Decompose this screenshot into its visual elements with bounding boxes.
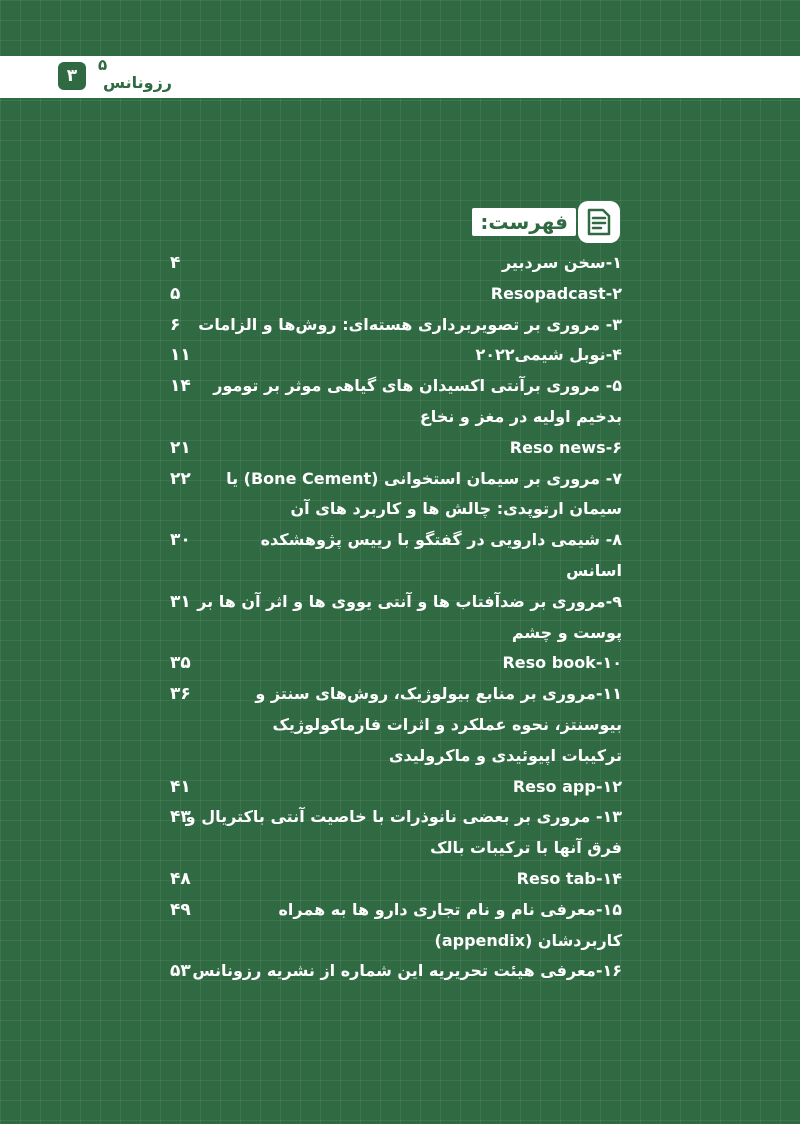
toc-entry[interactable]	[170, 679, 622, 710]
toc-entry[interactable]	[170, 802, 622, 833]
toc-entry-page-number: ۳۶	[170, 684, 191, 705]
toc-entry-continuation[interactable]	[170, 618, 622, 649]
toc-entry-title: بدخیم اولیه در مغز و نخاع	[419, 406, 622, 426]
toc-entry-title: فرق آنها با ترکیبات بالک	[430, 838, 622, 858]
toc-entry[interactable]	[170, 248, 622, 279]
toc-entry[interactable]	[170, 464, 622, 495]
toc-entry[interactable]	[170, 525, 622, 556]
toc-entry-title: بیوسنتز، نحوه عملکرد و اثرات فارماکولوژیک	[272, 714, 622, 734]
toc-entry-title: ۹-مروری بر ضدآفتاب ها و آنتی یووی ها و اثر آن ها بر	[197, 591, 622, 611]
toc-entry-title: ۴-نوبل شیمی۲۰۲۲	[475, 345, 622, 365]
issue-number: ۵	[98, 56, 108, 74]
toc-entry-title: ۷- مروری بر سیمان استخوانی (Bone Cement) یا	[226, 468, 622, 488]
toc-entry-continuation[interactable]	[170, 710, 622, 741]
logo-text: رزونانس	[102, 73, 172, 92]
toc-entry-continuation[interactable]	[170, 402, 622, 433]
toc-title: فهرست:	[472, 208, 576, 236]
toc-entry[interactable]	[170, 895, 622, 926]
toc-entry-title: Reso book-۱۰	[502, 653, 622, 673]
toc-entry-page-number: ۲۲	[170, 468, 191, 489]
toc-entry-title: ۳- مروری بر تصویربرداری هسته‌ای: روش‌ها و الزامات	[198, 314, 622, 334]
toc-entry-title: Reso news-۶	[509, 437, 622, 457]
toc-entry-title: ۱۵-معرفی نام و نام تجاری دارو ها به همراه	[278, 899, 622, 919]
toc-entry[interactable]	[170, 864, 622, 895]
magazine-logo	[92, 58, 172, 96]
toc-entry[interactable]	[170, 772, 622, 803]
toc-entry-continuation[interactable]	[170, 926, 622, 957]
toc-entry[interactable]	[170, 340, 622, 371]
toc-entry-page-number: ۴۸	[170, 868, 191, 889]
toc-entry-title: ۱۱-مروری بر منابع بیولوژیک، روش‌های سنتز و	[255, 684, 622, 704]
toc-entry[interactable]	[170, 310, 622, 341]
toc-entry-title: اسانس	[566, 560, 622, 580]
toc-entry-title: سیمان ارتوپدی: چالش ها و کاربرد های آن	[290, 499, 622, 519]
table-of-contents	[170, 248, 622, 987]
toc-entry-page-number: ۵۳	[170, 961, 191, 982]
toc-entry-continuation[interactable]	[170, 556, 622, 587]
toc-entry-title: Reso tab-۱۴	[516, 868, 622, 888]
toc-entry-page-number: ۳۵	[170, 653, 191, 674]
toc-entry-title: کاربردشان (appendix)	[434, 930, 622, 950]
toc-entry-title: Reso app-۱۲	[512, 776, 622, 796]
toc-entry[interactable]	[170, 956, 622, 987]
toc-entry[interactable]	[170, 279, 622, 310]
toc-entry-title: Resopadcast-۲	[490, 283, 622, 303]
toc-entry-title: ۸- شیمی دارویی در گفتگو با رییس پژوهشکده	[260, 530, 622, 550]
toc-entry-page-number: ۴۹	[170, 899, 191, 920]
toc-entry[interactable]	[170, 648, 622, 679]
toc-entry-continuation[interactable]	[170, 494, 622, 525]
toc-entry[interactable]	[170, 433, 622, 464]
toc-entry-continuation[interactable]	[170, 741, 622, 772]
toc-entry-title: ۵- مروری برآنتی اکسیدان های گیاهی موثر بر تومور	[213, 376, 622, 396]
toc-entry-title: پوست و چشم	[511, 622, 622, 642]
toc-entry-continuation[interactable]	[170, 833, 622, 864]
toc-entry-page-number: ۶	[170, 314, 181, 335]
toc-entry-page-number: ۱۴	[170, 376, 191, 397]
toc-entry-page-number: ۳۰	[170, 530, 191, 551]
toc-entry-page-number: ۴۳	[170, 807, 191, 828]
toc-entry-page-number: ۱۱	[170, 345, 191, 366]
toc-entry-title: ۱-سخن سردبیر	[501, 253, 622, 272]
page-number: ۳	[58, 62, 86, 90]
toc-heading	[472, 200, 620, 244]
toc-entry[interactable]	[170, 587, 622, 618]
document-list-icon	[578, 201, 620, 243]
toc-entry-title: ۱۶-معرفی هیئت تحریریه این شماره از نشریه رزونانس	[192, 961, 622, 981]
toc-entry-page-number: ۳۱	[170, 591, 191, 612]
toc-entry-page-number: ۴۱	[170, 776, 191, 797]
toc-entry-page-number: ۲۱	[170, 437, 191, 458]
toc-entry-page-number: ۵	[170, 283, 181, 304]
toc-entry[interactable]	[170, 371, 622, 402]
toc-entry-title: ۱۳- مروری بر بعضی نانوذرات با خاصیت آنتی باکتریال و	[185, 807, 622, 827]
toc-entry-page-number: ۴	[170, 253, 181, 273]
toc-entry-title: ترکیبات اپیوئیدی و ماکرولیدی	[388, 745, 622, 765]
